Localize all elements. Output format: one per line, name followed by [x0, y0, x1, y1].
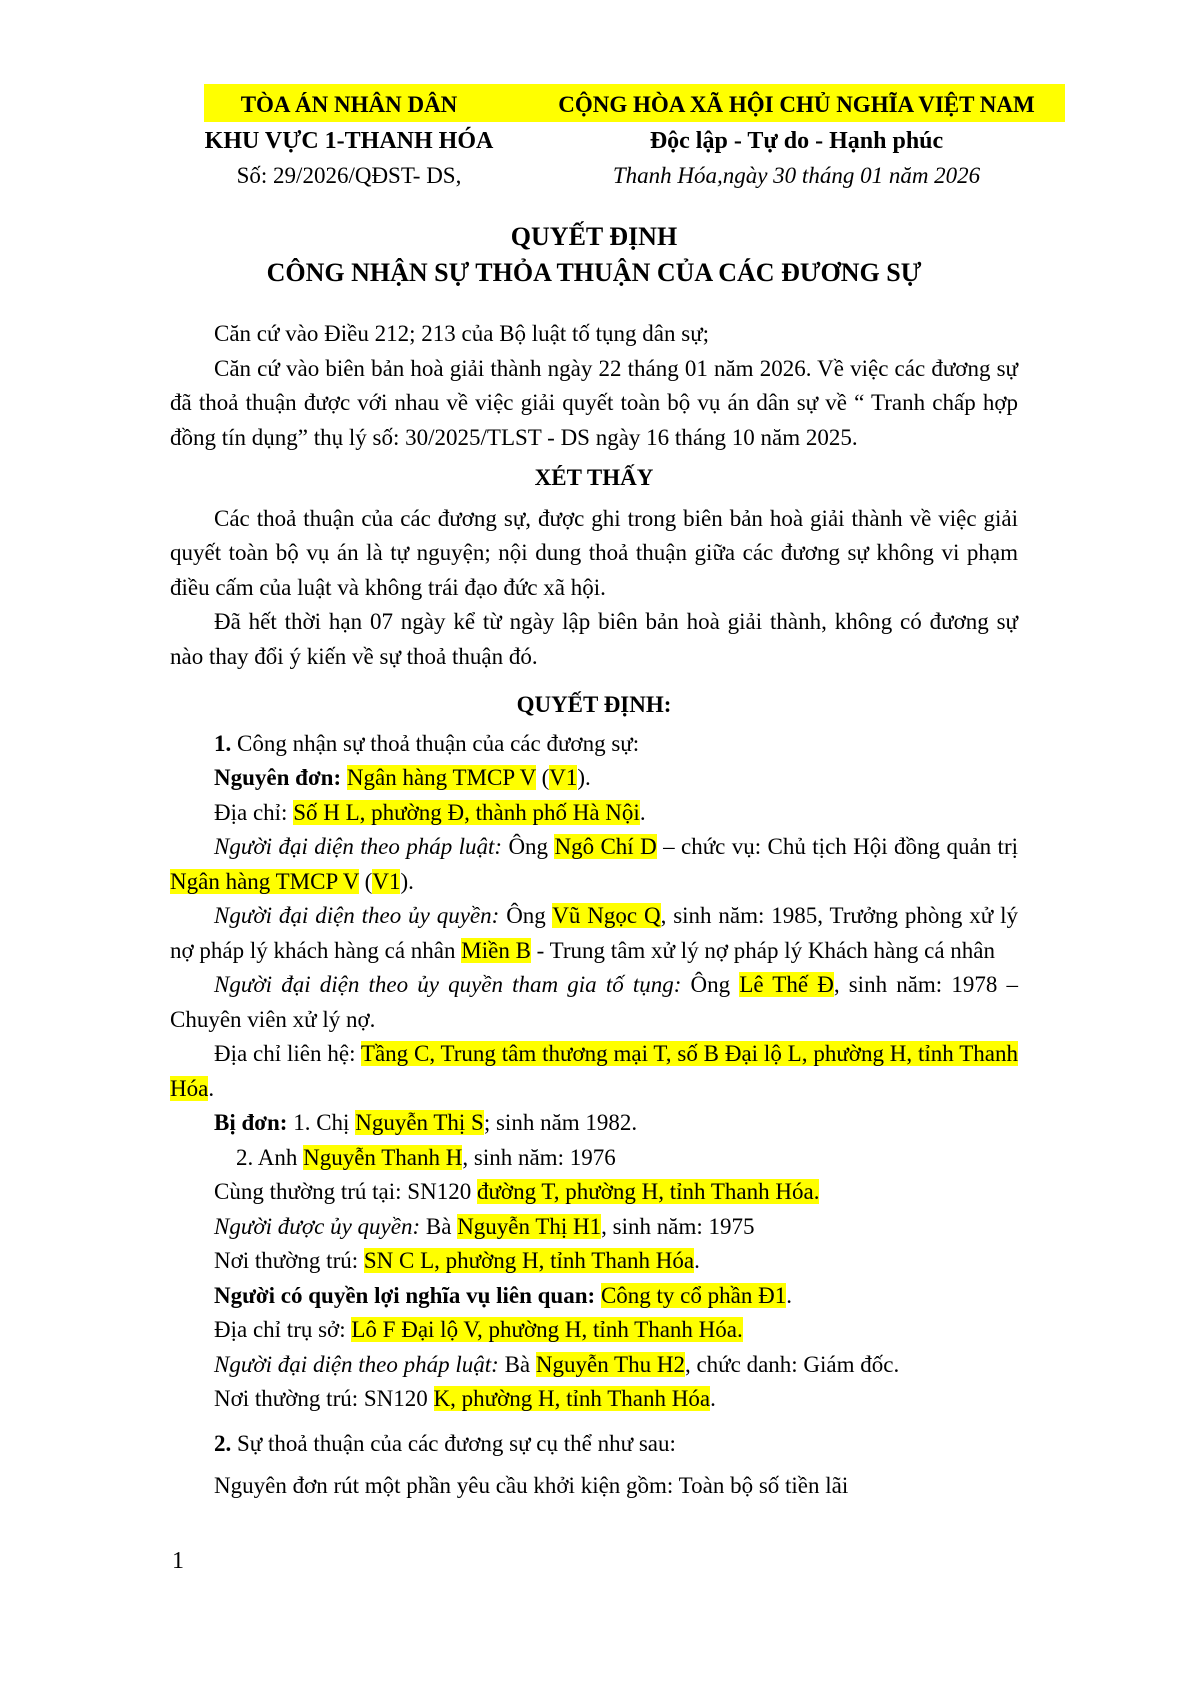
- highlighted-text: Công ty cổ phần Đ1: [600, 1282, 787, 1308]
- text-run: QUYẾT ĐỊNH:: [516, 692, 672, 717]
- text-run: Người đại diện theo pháp luật:: [214, 1351, 499, 1377]
- text-run: , sinh năm: 1975: [601, 1213, 755, 1239]
- highlighted-text: Ngô Chí D: [554, 834, 657, 859]
- text-run: Địa chỉ trụ sở:: [214, 1317, 352, 1342]
- page-number: 1: [172, 1548, 184, 1574]
- paragraph: [170, 461, 1018, 496]
- highlighted-text: Nguyễn Thị S: [355, 1110, 484, 1135]
- text-run: Nơi thường trú:: [214, 1248, 364, 1273]
- text-run: (: [535, 765, 550, 790]
- highlighted-text: K, phường H, tỉnh Thanh Hóa: [433, 1386, 711, 1411]
- text-run: , sinh năm: 1985, Trưởng phòng xử lý nợ pháp lý khách hàng cá nhân: [170, 903, 1018, 963]
- title-line-2: CÔNG NHẬN SỰ THỎA THUẬN CỦA CÁC ĐƯƠNG SỰ: [266, 258, 922, 287]
- document-header: [170, 0, 1065, 193]
- paragraph: [170, 899, 1018, 968]
- text-run: .: [694, 1248, 700, 1273]
- text-run: - Trung tâm xử lý nợ pháp lý Khách hàng cá nhân: [530, 937, 996, 963]
- document-body: [170, 317, 1018, 1504]
- text-run: Nguyên đơn:: [214, 765, 342, 790]
- highlighted-text: đường T, phường H, tỉnh Thanh Hóa.: [476, 1179, 820, 1204]
- paragraph: [170, 830, 1018, 899]
- text-run: Các thoả thuận của các đương sự, được ghi trong biên bản hoà giải thành về việc giải quyết toàn bộ vụ án là tự nguyện; nội dung thoả thuận giữa các đương sự không vi phạm điều cấm của luật và không trái đạo đức xã hội.: [170, 505, 1018, 600]
- highlighted-text: V1: [549, 765, 578, 790]
- highlighted-text: Lô F Đại lộ V, phường H, tỉnh Thanh Hóa.: [351, 1317, 743, 1342]
- paragraph: [170, 352, 1018, 456]
- text-run: .: [639, 799, 646, 825]
- text-run: 1. Chị: [287, 1110, 356, 1135]
- text-run: , sinh năm: 1978 – Chuyên viên xử lý nợ.: [170, 972, 1018, 1032]
- paragraph: [170, 727, 1018, 762]
- highlighted-text: Số H L, phường Đ, thành phố Hà Nội: [293, 799, 640, 825]
- paragraph: [170, 796, 1018, 831]
- text-run: Công nhận sự thoả thuận của các đương sự:: [231, 730, 640, 756]
- text-run: Ông: [502, 834, 555, 859]
- text-run: – chức vụ: Chủ tịch Hội đồng quản trị: [656, 834, 1018, 859]
- paragraph: [170, 1382, 1018, 1417]
- paragraph: [170, 1313, 1018, 1348]
- header-republic-block: [528, 86, 1065, 193]
- highlighted-text: Tầng C, Trung tâm thương mại T, số B Đại lộ L, phường H, tỉnh Thanh Hóa: [170, 1041, 1018, 1101]
- paragraph: [170, 1210, 1018, 1245]
- highlighted-text: Ngân hàng TMCP V: [346, 765, 536, 790]
- text-run: ).: [577, 765, 591, 790]
- text-run: .: [208, 1075, 215, 1101]
- text-run: Người được ủy quyền:: [214, 1213, 421, 1239]
- document-title: [170, 219, 1018, 291]
- highlighted-text: Miền B: [461, 937, 531, 963]
- text-run: Người đại diện theo ủy quyền tham gia tố tụng:: [214, 972, 682, 997]
- text-run: 1.: [214, 730, 232, 756]
- text-run: Căn cứ vào Điều 212; 213 của Bộ luật tố tụng dân sự;: [214, 321, 710, 346]
- text-run: Địa chỉ liên hệ:: [214, 1041, 361, 1066]
- text-run: ; sinh năm 1982.: [483, 1110, 638, 1135]
- text-run: , sinh năm: 1976: [462, 1144, 616, 1170]
- text-run: Người đại diện theo ủy quyền:: [214, 903, 500, 928]
- text-run: 2. Anh: [236, 1144, 304, 1170]
- highlighted-text: Vũ Ngọc Q: [552, 903, 661, 928]
- paragraph: [170, 1427, 1018, 1462]
- text-run: Người có quyền lợi nghĩa vụ liên quan:: [214, 1282, 596, 1308]
- text-run: ).: [400, 868, 414, 894]
- text-run: (: [358, 868, 373, 894]
- paragraph: [170, 1244, 1018, 1279]
- paragraph: [170, 1037, 1018, 1106]
- text-run: 2.: [214, 1430, 232, 1456]
- paragraph: [170, 1279, 1018, 1314]
- paragraph: [170, 1175, 1018, 1210]
- title-line-1: QUYẾT ĐỊNH: [510, 222, 678, 251]
- text-run: Người đại diện theo pháp luật:: [214, 834, 503, 859]
- paragraph: [170, 688, 1018, 723]
- text-run: Ông: [499, 903, 553, 928]
- paragraph: [170, 1106, 1018, 1141]
- highlighted-text: V1: [372, 868, 401, 894]
- text-run: Bà: [420, 1213, 458, 1239]
- text-run: Ông: [681, 972, 740, 997]
- paragraph: [170, 502, 1018, 606]
- text-run: Nơi thường trú: SN120: [214, 1386, 434, 1411]
- header-motto: Độc lập - Tự do - Hạnh phúc: [649, 128, 944, 154]
- text-run: Bà: [498, 1351, 536, 1377]
- header-court-block: [170, 86, 528, 193]
- text-run: Bị đơn:: [214, 1110, 288, 1135]
- text-run: , chức danh: Giám đốc.: [684, 1351, 900, 1377]
- paragraph: [170, 761, 1018, 796]
- paragraph: [170, 317, 1018, 352]
- highlighted-text: Lê Thế Đ: [739, 972, 834, 997]
- paragraph: [170, 605, 1018, 674]
- header-court-region: KHU VỰC 1-THANH HÓA: [204, 128, 494, 154]
- highlighted-text: Nguyễn Thu H2: [535, 1351, 685, 1377]
- highlighted-text: Nguyễn Thị H1: [457, 1213, 602, 1239]
- text-run: Sự thoả thuận của các đương sự cụ thể như sau:: [231, 1430, 676, 1456]
- highlighted-text: Nguyễn Thanh H: [303, 1144, 463, 1170]
- highlighted-text: Ngân hàng TMCP V: [170, 868, 359, 894]
- header-decision-number: Số: 29/2026/QĐST- DS,: [236, 163, 462, 188]
- text-run: Nguyên đơn rút một phần yêu cầu khởi kiện gồm: Toàn bộ số tiền lãi: [214, 1473, 849, 1498]
- text-run: Căn cứ vào biên bản hoà giải thành ngày 22 tháng 01 năm 2026. Về việc các đương sự đã thoả thuận được với nhau về việc giải quyết toàn bộ vụ án dân sự về “ Tranh chấp hợp đồng tín dụng” thụ lý số: 30/2025/TLST - DS ngày 16 tháng 10 năm 2025.: [170, 355, 1018, 450]
- paragraph: [170, 1348, 1018, 1383]
- header-court-name: TÒA ÁN NHÂN DÂN: [240, 92, 458, 117]
- header-republic-name: CỘNG HÒA XÃ HỘI CHỦ NGHĨA VIỆT NAM: [558, 92, 1035, 117]
- paragraph: [170, 1469, 1018, 1504]
- text-run: Địa chỉ:: [214, 799, 294, 825]
- text-run: .: [786, 1282, 792, 1308]
- text-run: Cùng thường trú tại: SN120: [214, 1179, 477, 1204]
- text-run: XÉT THẤY: [534, 465, 654, 490]
- header-date-line: Thanh Hóa,ngày 30 tháng 01 năm 2026: [612, 163, 981, 188]
- text-run: .: [710, 1386, 716, 1411]
- paragraph: [170, 968, 1018, 1037]
- highlighted-text: SN C L, phường H, tỉnh Thanh Hóa: [363, 1248, 695, 1273]
- paragraph: [170, 1141, 1018, 1176]
- text-run: Đã hết thời hạn 07 ngày kể từ ngày lập biên bản hoà giải thành, không có đương sự nào thay đổi ý kiến về sự thoả thuận đó.: [170, 609, 1018, 669]
